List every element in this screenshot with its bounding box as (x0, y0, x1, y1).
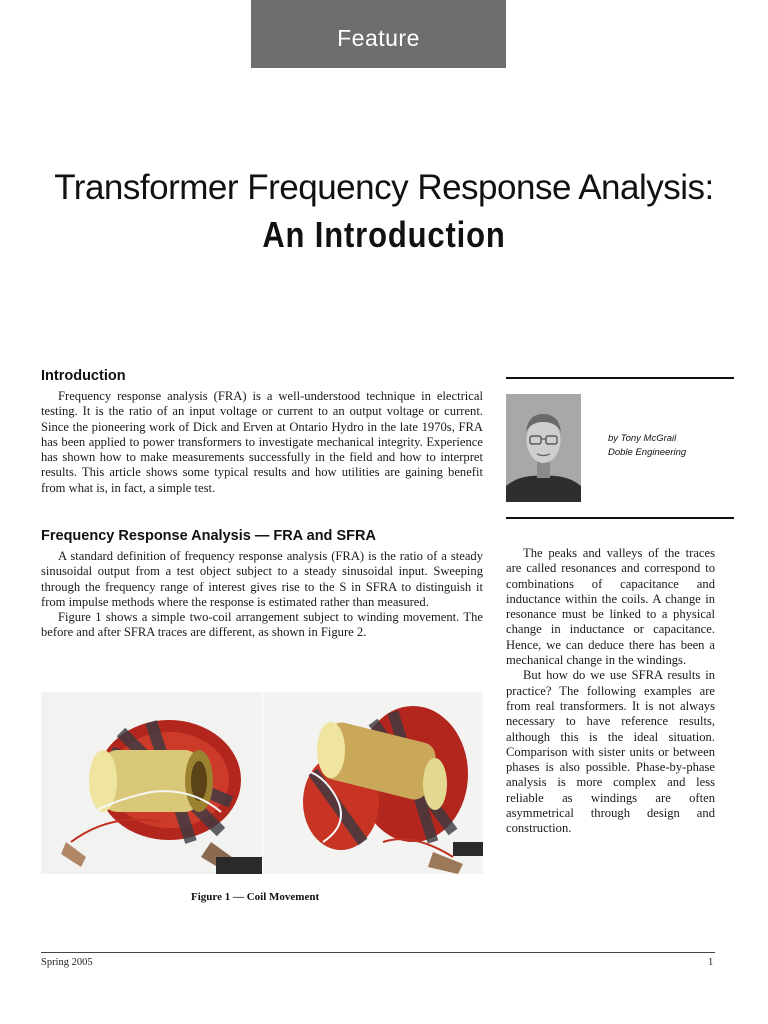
footer-page-number: 1 (708, 957, 714, 968)
right-column-paragraph-1: The peaks and valleys of the traces are called resonances and correspond to combinations of capacitance and inductance within the coils. A change in resonance must be linked to a physical change in inductance or capacitance. Hence, we can deduce there has been a mechanical change in the windings. (506, 546, 715, 668)
right-column-body (506, 546, 715, 837)
author-photo (506, 394, 581, 502)
figure-1-photo-after (263, 692, 483, 874)
article-title: Transformer Frequency Response Analysis: (54, 168, 714, 207)
right-column-paragraph-2: But how do we use SFRA results in practice? The following examples are from real transformers. It is not always necessary to have reference results, although this is the ideal situation. Comparison with sister units or between phases is also possible. Phase-by-phase analysis is more complex and less reliable as windings are often asymmetrical through design and construction. (506, 668, 715, 836)
author-top-rule (506, 377, 734, 379)
author-name: by Tony McGrail (608, 433, 677, 444)
fra-sfra-body (41, 549, 483, 641)
footer-issue: Spring 2005 (41, 957, 93, 968)
feature-banner (251, 0, 506, 68)
footer-rule (41, 952, 715, 953)
fra-sfra-paragraph-1: A standard definition of frequency response analysis (FRA) is the ratio of a steady sinusoidal output from a test object subject to a steady sinusoidal input. Sweeping through the frequency range of interest gives rise to the S in SFRA to distinguish it from impulse methods where the response is estimated rather than measured. (41, 549, 483, 609)
coil-after-icon (263, 692, 483, 874)
figure-1-caption: Figure 1 — Coil Movement (191, 891, 320, 903)
author-organization: Doble Engineering (608, 447, 687, 458)
introduction-paragraph: Frequency response analysis (FRA) is a well-understood technique in electrical testing. It is the ratio of an input voltage or current to an output voltage or current. Since the pioneering work of Dick and Erven at Ontario Hydro in the late 1970s, FRA has been applied to power transformers to investigate mechanical integrity. Experience has shown how to make measurements successfully in the field and how to interpret results. This article shows some typical results and how utilities are gaining benefit from what is, in fact, a simple test. (41, 389, 483, 495)
fra-sfra-paragraph-2: Figure 1 shows a simple two-coil arrangement subject to winding movement. The before and after SFRA traces are different, as shown in Figure 2. (41, 610, 483, 640)
article-subtitle: An Introduction (262, 214, 506, 255)
author-bottom-rule (506, 517, 734, 519)
author-byline (608, 432, 686, 460)
introduction-body (41, 389, 483, 496)
coil-before-icon (41, 692, 262, 874)
figure-1-photo-before (41, 692, 262, 874)
feature-label: Feature (337, 24, 420, 51)
author-portrait-icon (506, 394, 581, 502)
introduction-heading: Introduction (41, 368, 126, 384)
fra-sfra-heading: Frequency Response Analysis — FRA and SFRA (41, 528, 376, 544)
